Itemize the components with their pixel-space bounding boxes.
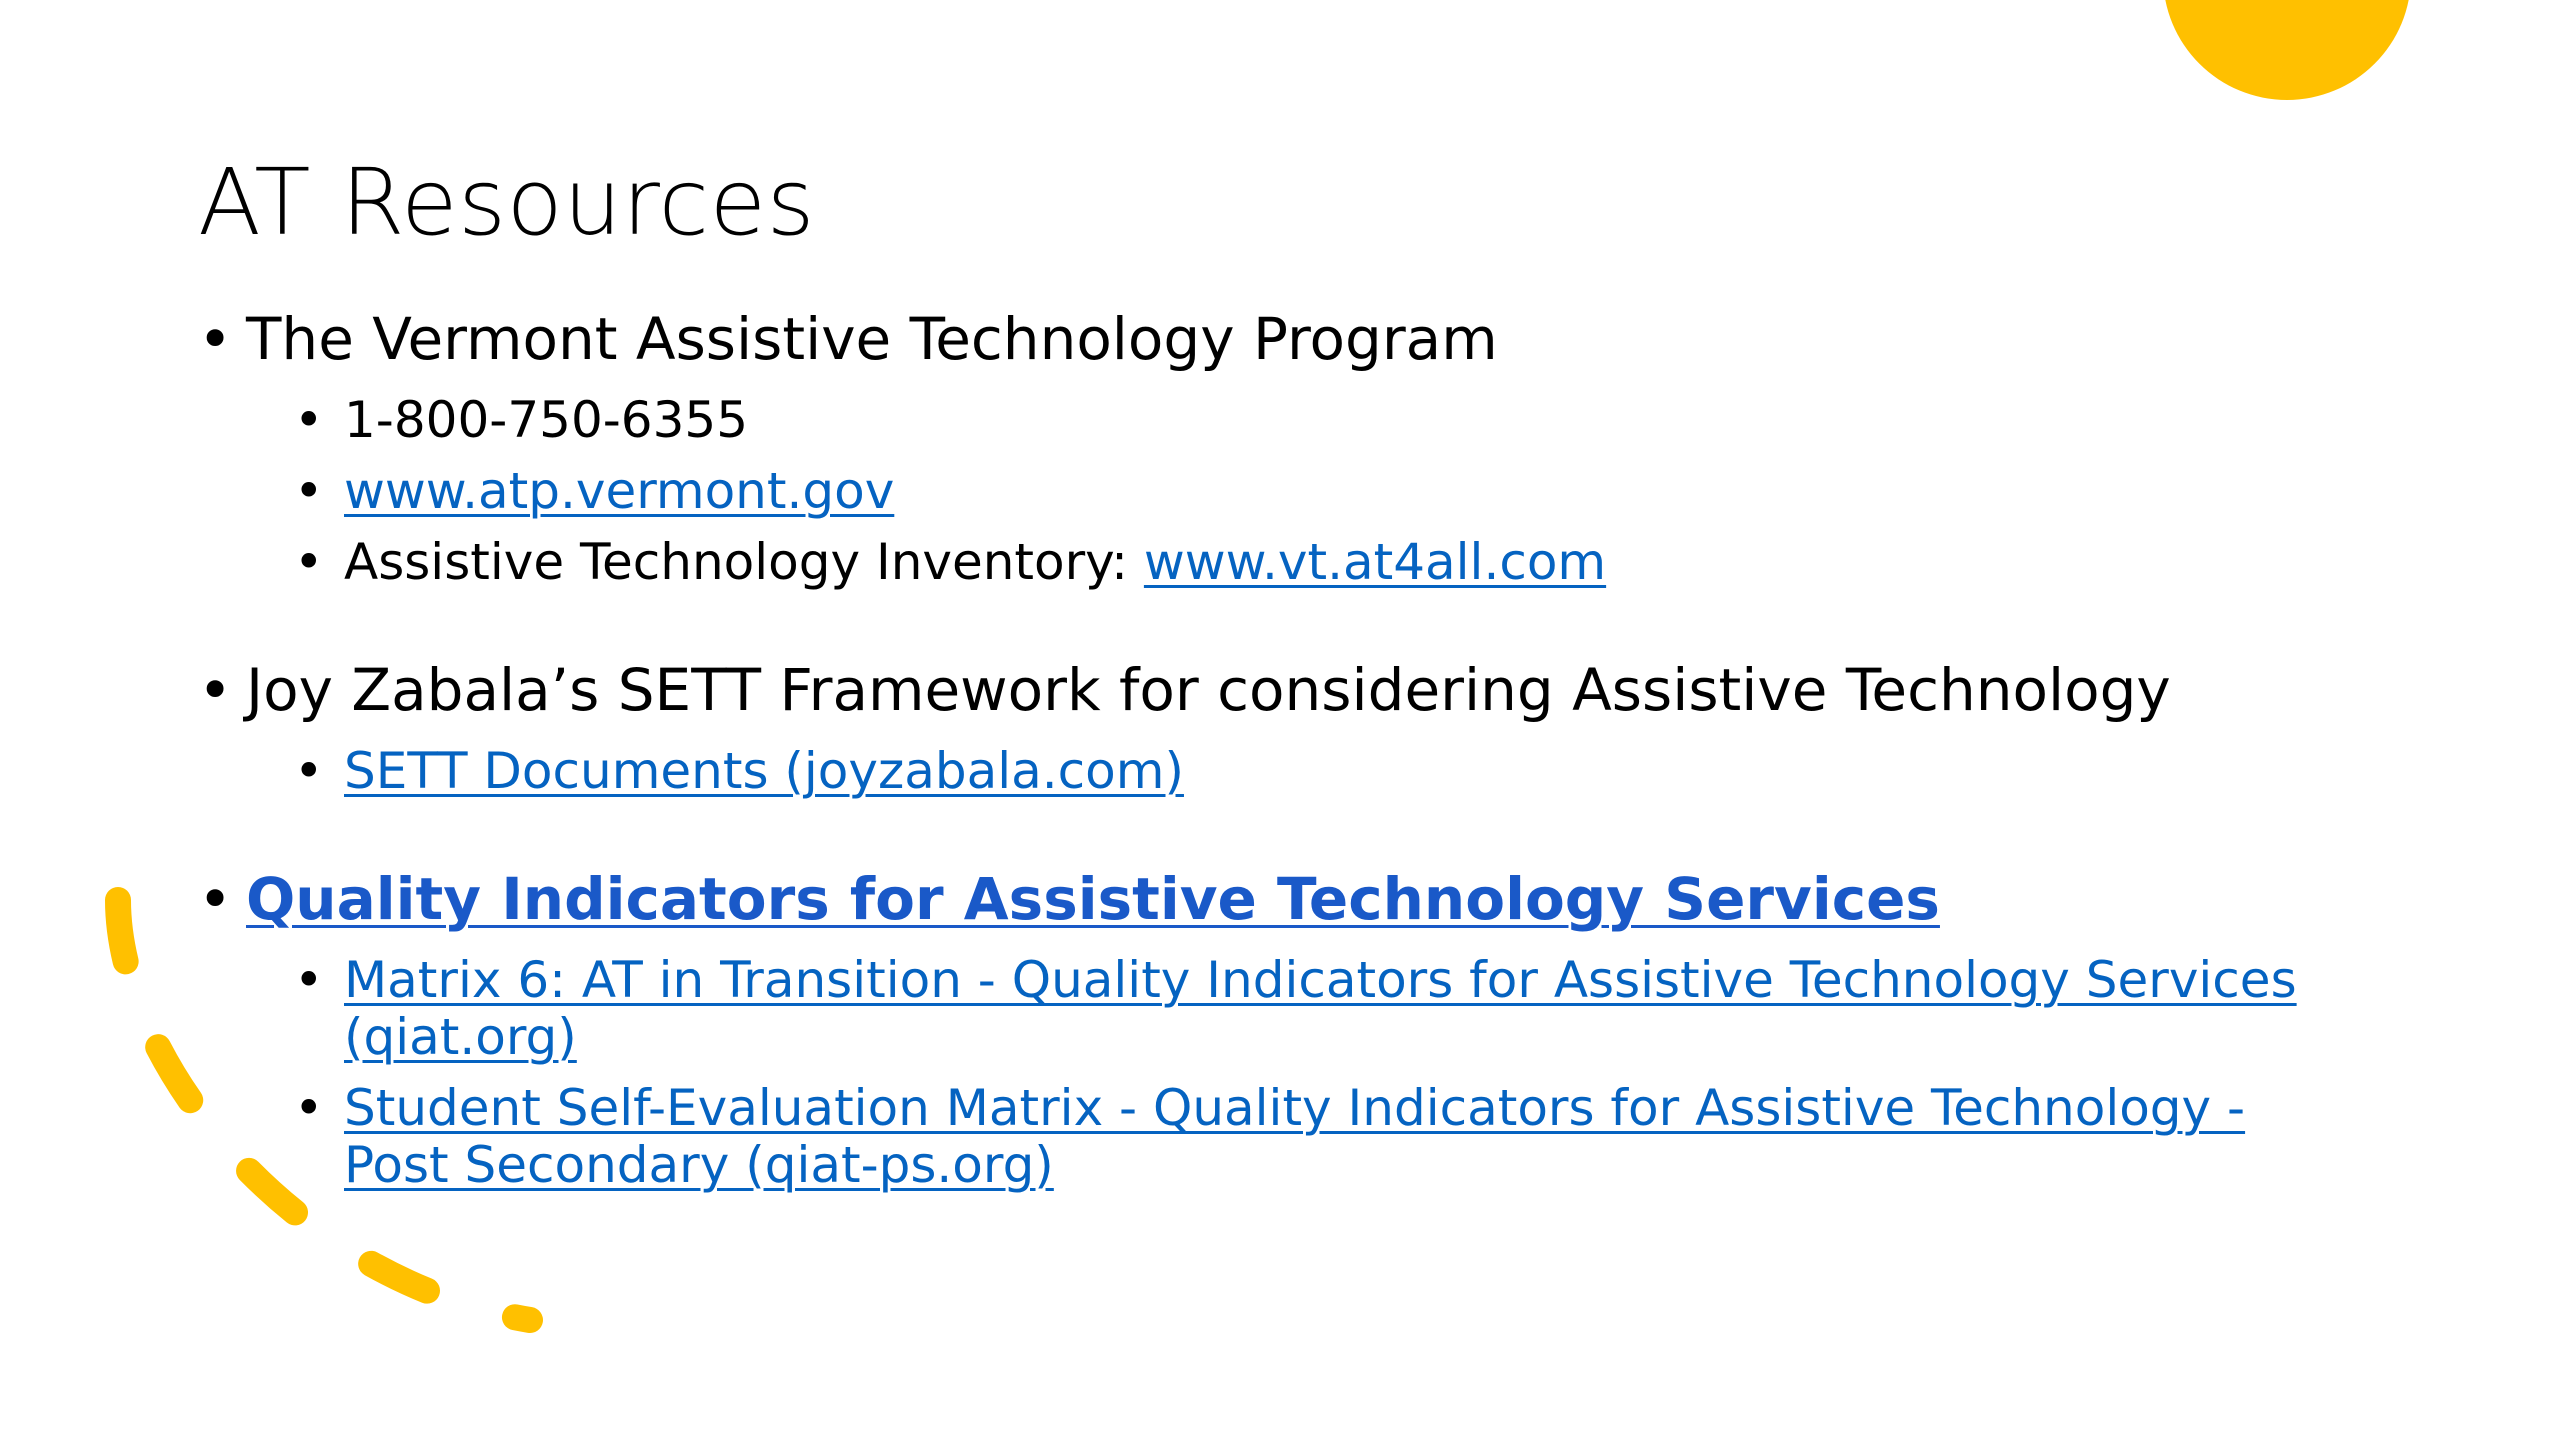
slide-content (198, 300, 2318, 1194)
at4all-link[interactable]: www.vt.at4all.com (1143, 533, 1607, 591)
self-evaluation-matrix-link[interactable]: Student Self-Evaluation Matrix - Quality Indicators for Assistive Technology - Post Secondary (qiat-ps.org) (344, 1079, 2246, 1194)
bullet: • (198, 865, 233, 933)
spacer (198, 591, 2318, 651)
at-inventory-label: Assistive Technology Inventory: (344, 533, 1144, 591)
list-item-phone (198, 392, 2318, 449)
qiat-heading-link[interactable]: Quality Indicators for Assistive Technology Services (246, 865, 1940, 933)
bullet: • (294, 951, 324, 1009)
section-qiat (198, 860, 2318, 938)
section-vermont-at-program (198, 300, 2318, 378)
list-item-at-inventory (198, 534, 2318, 591)
sett-documents-link[interactable]: SETT Documents (joyzabala.com) (344, 742, 1184, 800)
bullet: • (294, 1079, 324, 1137)
bullet: • (294, 391, 324, 449)
section-heading: Joy Zabala’s SETT Framework for considering Assistive Technology (246, 656, 2171, 724)
list-item-atp-link (198, 463, 2318, 520)
bullet: • (294, 462, 324, 520)
bullet: • (198, 305, 233, 373)
slide-title: AT Resources (198, 149, 816, 256)
matrix-6-link[interactable]: Matrix 6: AT in Transition - Quality Indicators for Assistive Technology Services (qiat.org) (344, 951, 2297, 1066)
list-item-self-evaluation-matrix (198, 1080, 2318, 1194)
atp-vermont-link[interactable]: www.atp.vermont.gov (344, 462, 895, 520)
list-item-sett-documents (198, 743, 2318, 800)
section-sett-framework (198, 651, 2318, 729)
list-item-matrix-6 (198, 952, 2318, 1066)
section-heading: The Vermont Assistive Technology Program (246, 305, 1498, 373)
bullet: • (294, 742, 324, 800)
phone-number: 1-800-750-6355 (344, 391, 749, 449)
spacer (198, 800, 2318, 860)
bullet: • (198, 656, 233, 724)
bullet: • (294, 533, 324, 591)
decorative-circle (2163, 0, 2411, 100)
